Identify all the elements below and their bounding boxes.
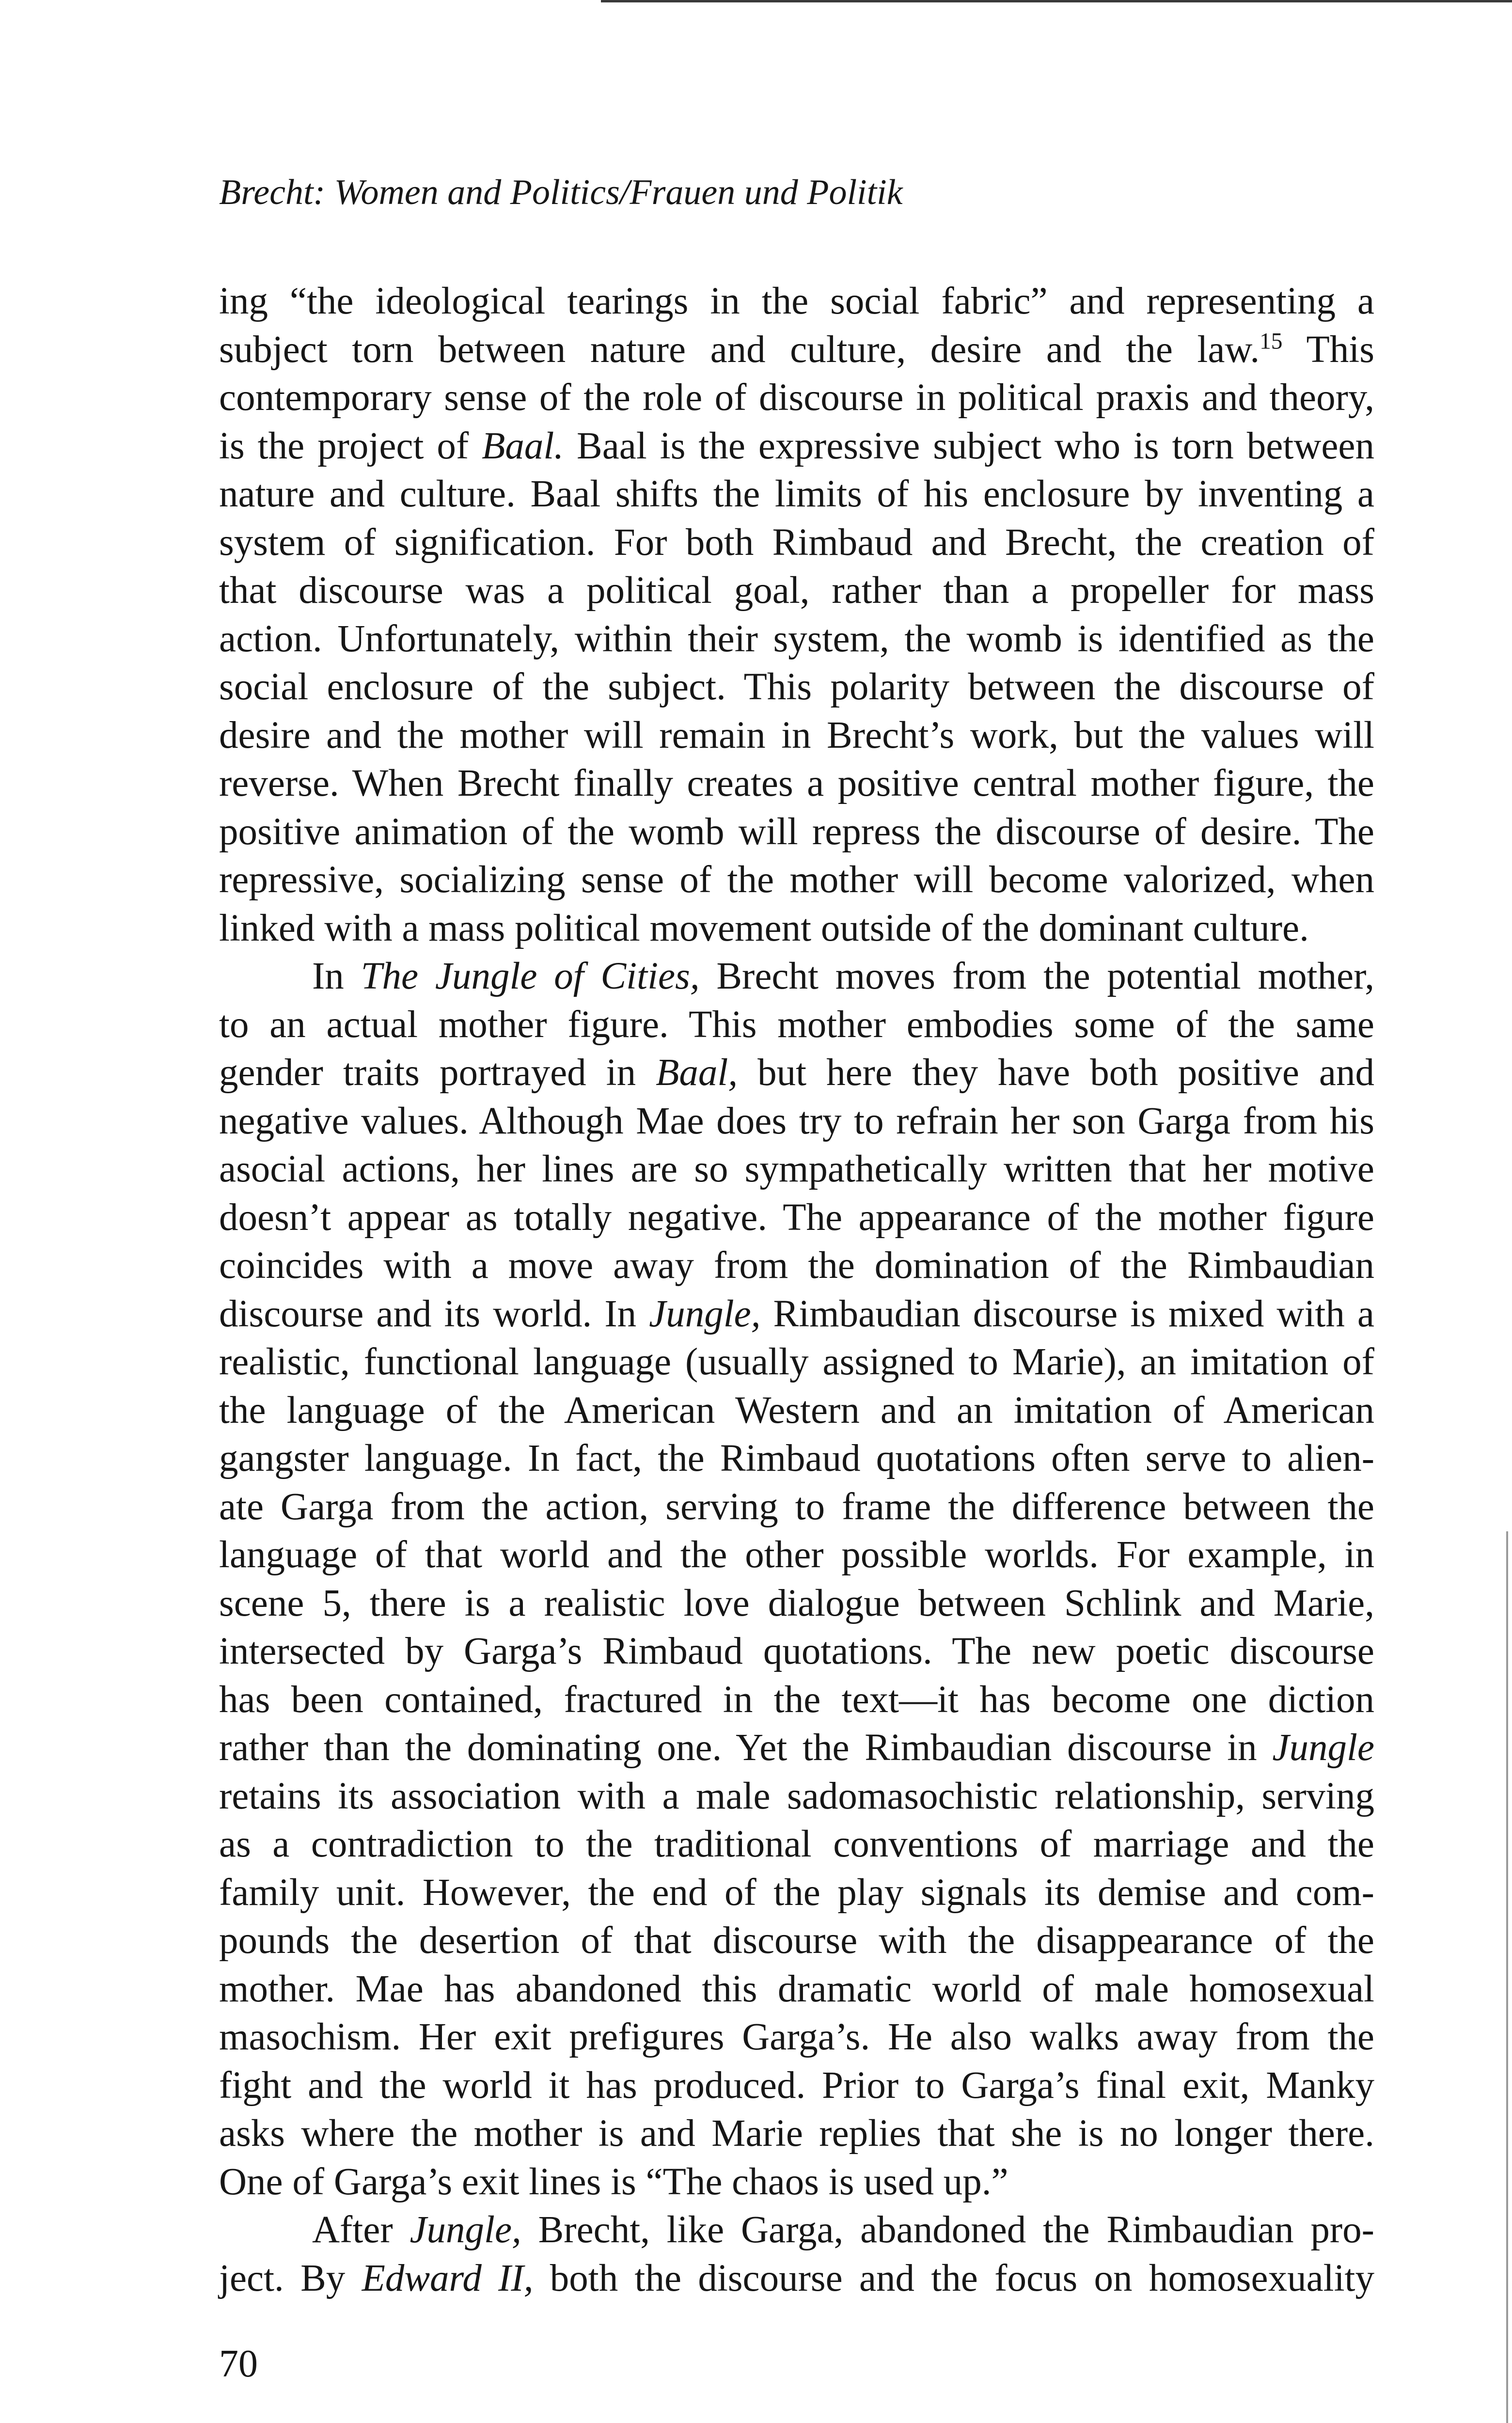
text-run: nature and culture. Baal shifts the limits of his enclosure by inventing a xyxy=(219,473,1374,515)
text-line xyxy=(219,1869,1374,1917)
running-head: Brecht: Women and Politics/Frauen und Politik xyxy=(219,173,903,212)
text-run: masochism. Her exit prefigures Garga’s. He also walks away from the xyxy=(219,2016,1374,2058)
text-line xyxy=(219,1386,1374,1435)
text-run: This xyxy=(1282,328,1374,371)
text-line xyxy=(219,422,1374,471)
italic-title: Baal. xyxy=(482,425,564,467)
italic-title: Edward II, xyxy=(362,2257,534,2299)
right-edge-rule xyxy=(1506,1531,1508,2423)
text-run: doesn’t appear as totally negative. The appearance of the mother figure xyxy=(219,1196,1374,1239)
text-line xyxy=(219,2013,1374,2061)
text-run: ing “the ideological tearings in the social fabric” and representing a xyxy=(219,280,1374,322)
text-line xyxy=(219,566,1374,615)
page-number: 70 xyxy=(219,2343,258,2385)
italic-title: Jungle xyxy=(1272,1727,1374,1769)
text-run: linked with a mass political movement outside of the dominant culture. xyxy=(219,907,1309,949)
text-run: gender traits portrayed in xyxy=(219,1052,656,1094)
text-run: contemporary sense of the role of discourse in political praxis and theory, xyxy=(219,377,1374,419)
text-line xyxy=(219,277,1374,326)
text-run: that discourse was a political goal, rather than a propeller for mass xyxy=(219,569,1374,612)
text-line xyxy=(219,615,1374,663)
text-run: rather than the dominating one. Yet the Rimbaudian discourse in xyxy=(219,1727,1273,1769)
text-run: desire and the mother will remain in Brecht’s work, but the values will xyxy=(219,714,1374,756)
text-line xyxy=(219,374,1374,422)
text-line xyxy=(219,1724,1374,1772)
text-line xyxy=(219,1290,1374,1338)
text-run: Brecht, like Garga, abandoned the Rimbaudian pro- xyxy=(521,2209,1374,2251)
text-line xyxy=(219,1579,1374,1628)
text-run: Baal is the expressive subject who is torn between xyxy=(564,425,1374,467)
text-line xyxy=(219,1001,1374,1049)
text-run: reverse. When Brecht finally creates a positive central mother figure, the xyxy=(219,762,1374,804)
text-run: language of that world and the other possible worlds. For example, in xyxy=(219,1534,1374,1576)
text-line xyxy=(219,1676,1374,1724)
text-line xyxy=(219,1434,1374,1483)
text-run: negative values. Although Mae does try to refrain her son Garga from his xyxy=(219,1100,1374,1142)
text-run: One of Garga’s exit lines is “The chaos is used up.” xyxy=(219,2160,1008,2203)
text-run: is the project of xyxy=(219,425,482,467)
text-line xyxy=(219,1242,1374,1290)
text-line xyxy=(219,2158,1374,2206)
text-line xyxy=(219,2109,1374,2158)
top-edge-rule xyxy=(601,0,1512,2)
text-line xyxy=(219,1772,1374,1821)
text-run: coincides with a move away from the domination of the Rimbaudian xyxy=(219,1244,1374,1287)
footnote-marker: 15 xyxy=(1260,329,1283,354)
text-line xyxy=(219,1338,1374,1386)
text-run: After xyxy=(312,2209,410,2251)
text-line xyxy=(219,711,1374,760)
italic-title: Jungle, xyxy=(649,1292,761,1335)
text-run: asocial actions, her lines are so sympathetically written that her motive xyxy=(219,1148,1374,1190)
text-line xyxy=(219,326,1374,374)
text-run: as a contradiction to the traditional conventions of marriage and the xyxy=(219,1823,1374,1865)
text-line xyxy=(219,808,1374,856)
text-run: system of signification. For both Rimbaud and Brecht, the creation of xyxy=(219,521,1374,564)
italic-title: Jungle, xyxy=(410,2209,521,2251)
text-run: but here they have both positive and xyxy=(738,1052,1374,1094)
text-run: realistic, functional language (usually assigned to Marie), an imitation of xyxy=(219,1341,1374,1383)
text-line xyxy=(219,519,1374,567)
text-line xyxy=(219,1097,1374,1146)
text-run: gangster language. In fact, the Rimbaud quotations often serve to alien- xyxy=(219,1437,1374,1479)
text-run: asks where the mother is and Marie replies that she is no longer there. xyxy=(219,2112,1374,2155)
text-line xyxy=(219,1917,1374,1965)
text-line xyxy=(219,1145,1374,1194)
text-run: Brecht moves from the potential mother, xyxy=(699,955,1374,997)
text-run: action. Unfortunately, within their system, the womb is identified as the xyxy=(219,617,1374,660)
text-run: the language of the American Western and an imitation of American xyxy=(219,1389,1374,1432)
text-run: Rimbaudian discourse is mixed with a xyxy=(760,1292,1374,1335)
text-run: both the discourse and the focus on homosexuality xyxy=(533,2257,1374,2299)
text-line xyxy=(219,1531,1374,1579)
text-line xyxy=(219,663,1374,711)
text-run: intersected by Garga’s Rimbaud quotations. The new poetic discourse xyxy=(219,1630,1374,1672)
text-run: In xyxy=(312,955,361,997)
text-run: repressive, socializing sense of the mother will become valorized, when xyxy=(219,859,1374,901)
text-run: has been contained, fractured in the text—it has become one diction xyxy=(219,1678,1374,1721)
text-run: ate Garga from the action, serving to frame the difference between the xyxy=(219,1485,1374,1528)
text-line xyxy=(219,1049,1374,1097)
text-run: to an actual mother figure. This mother embodies some of the same xyxy=(219,1003,1374,1046)
text-line xyxy=(219,1627,1374,1676)
text-line xyxy=(219,1820,1374,1869)
text-run: social enclosure of the subject. This polarity between the discourse of xyxy=(219,666,1374,708)
text-run: fight and the world it has produced. Prior to Garga’s final exit, Manky xyxy=(219,2064,1374,2107)
text-run: scene 5, there is a realistic love dialogue between Schlink and Marie, xyxy=(219,1582,1374,1624)
text-line xyxy=(219,856,1374,904)
text-run: positive animation of the womb will repress the discourse of desire. The xyxy=(219,810,1374,853)
text-run: mother. Mae has abandoned this dramatic world of male homosexual xyxy=(219,1967,1374,2010)
text-run: pounds the desertion of that discourse with the disappearance of the xyxy=(219,1920,1374,1962)
italic-title: Baal, xyxy=(656,1052,738,1094)
text-line xyxy=(219,904,1374,953)
text-run: discourse and its world. In xyxy=(219,1292,649,1335)
italic-title: The Jungle of Cities, xyxy=(361,955,700,997)
text-run: ject. By xyxy=(219,2257,362,2299)
text-line xyxy=(219,759,1374,808)
text-line xyxy=(219,952,1374,1001)
text-run: family unit. However, the end of the play signals its demise and com- xyxy=(219,1871,1374,1914)
text-line xyxy=(219,1965,1374,2014)
text-line xyxy=(219,1194,1374,1242)
text-line xyxy=(219,2061,1374,2110)
text-line xyxy=(219,1483,1374,1531)
text-line xyxy=(219,2206,1374,2254)
text-line xyxy=(219,2254,1374,2303)
body-text xyxy=(219,277,1374,2302)
text-run: retains its association with a male sadomasochistic relationship, serving xyxy=(219,1775,1374,1817)
text-run: subject torn between nature and culture, desire and the law. xyxy=(219,328,1260,371)
text-line xyxy=(219,470,1374,519)
